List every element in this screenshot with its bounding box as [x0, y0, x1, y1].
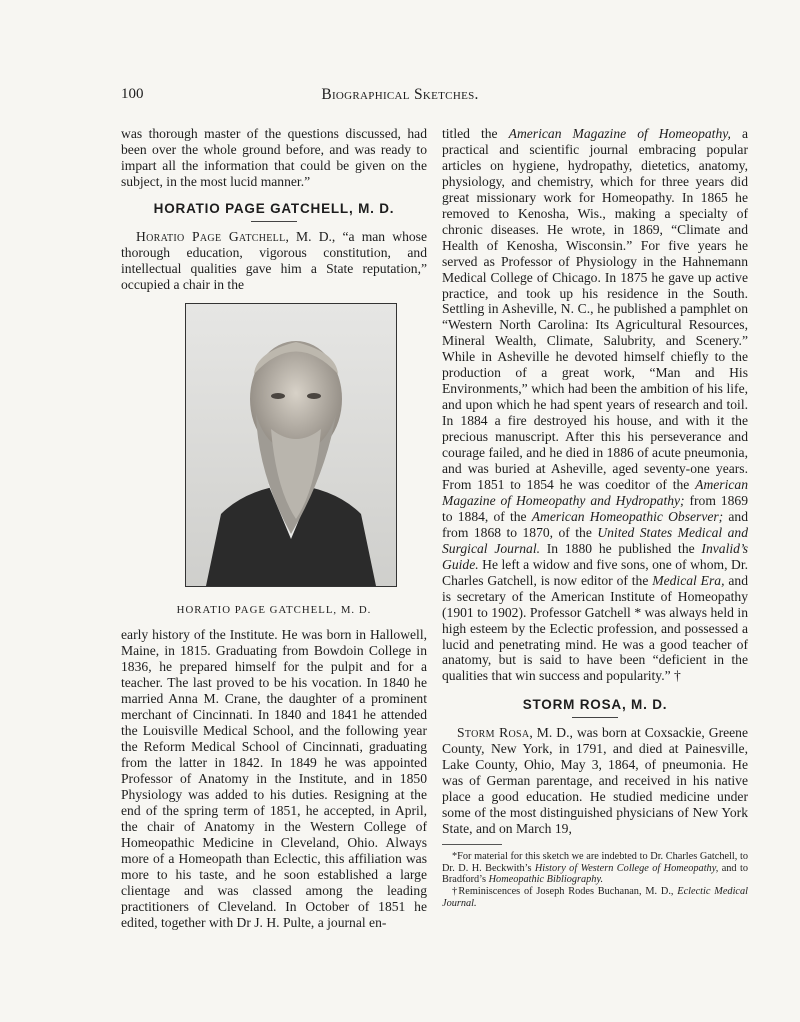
page-number: 100 — [121, 86, 144, 102]
book-title: Invalid’s Guide. — [442, 540, 748, 572]
paragraph: early history of the Institute. He was born in Hallowell, Maine, in 1815. Graduating from Bowdoin College in 1836, he prepared himself for the pulpit and for a teacher. The last proved to be his vocation. In 1840 he married Anna M. Crane, the daughter of a prominent merchant of Cincinnati. In 1840 and 1841 he attended the Louisville Medical School, and the following year the Reform Medical School of Cincinnati, graduating from the latter in 1842. In 1849 he was appointed Professor of Anatomy in the Institute, and in 1850 Physiology was added to his duties. Resigning at the end of the spring term of 1851, he accepted, in April, the chair of Anatomy in the Western College of Homeopathic Medicine in Cleveland, Ohio. Always more of a Homeopath than Eclectic, this affiliation was more to his taste, and he soon established a large clientage and was classed among the leading practitioners of Cleveland. In October of 1851 he edited, together with Dr J. H. Pulte, a journal en- — [121, 627, 427, 930]
portrait-figure — [176, 303, 395, 619]
footnote — [442, 886, 748, 909]
section-heading-rosa — [442, 697, 748, 718]
divider — [251, 221, 297, 222]
text-run: †Reminiscences of Joseph Rodes Buchanan, M. D., — [452, 886, 678, 898]
book-title: History of Western College of Homeopathy, — [534, 862, 719, 874]
journal-title: American Homeopathic Observer; — [531, 508, 724, 524]
paragraph-text: , M. D., was born at Coxsackie, Greene County, New York, in 1791, and died at Painesville, Lake County, Ohio, May 3, 1864, of pneumonia. He was of German parentage, and received in his native place a good education. He studied medicine under some of the most distinguished physicians of New York State, and on March 19, — [442, 725, 749, 837]
section-heading-gatchell — [121, 201, 427, 222]
page-header — [0, 86, 800, 116]
text-run: and to Bradford’s — [442, 862, 748, 886]
text-run: In 1880 he published the — [540, 540, 702, 556]
heading-text: STORM ROSA, M. D. — [522, 697, 668, 713]
subject-name: Storm Rosa — [457, 725, 530, 741]
paragraph — [121, 229, 427, 293]
text-run: and is secretary of the American Institute of Homeopathy (1901 to 1902). Professor Gatchell * was always held in high esteem by the Eclectic profession, and possessed a lucid and penetrating mind. He was a good teacher of anatomy, but is said to have been “deficient in the qualities that win success and popularity.” † — [442, 572, 748, 684]
text-run: *For material for this sketch we are indebted to Dr. Charles Gatchell, to Dr. D. H. Beckwith’s — [442, 850, 748, 874]
portrait-image — [185, 303, 397, 587]
book-title: Homeopathic Bibliography. — [488, 874, 604, 886]
text-run: He left a widow and five sons, one of whom, Dr. Charles Gatchell, is now editor of the — [442, 556, 748, 588]
text-run: titled the — [442, 126, 509, 141]
journal-title: American Magazine of Homeopathy and Hydropathy; — [442, 476, 748, 508]
text-run: from 1869 to 1884, of the — [442, 492, 748, 524]
journal-title: United States Medical and Surgical Journal. — [442, 524, 749, 556]
text-run: and from 1868 to 1870, of the — [442, 508, 748, 540]
paragraph — [442, 126, 748, 684]
journal-title: Eclectic Medical Journal. — [442, 886, 749, 909]
footnotes — [442, 851, 748, 910]
footnote — [442, 851, 748, 886]
paragraph: was thorough master of the questions discussed, had been over the whole ground before, and was ready to impart all the information that could be given on the subject, in the most lucid manner.” — [121, 126, 427, 189]
left-column — [121, 126, 427, 931]
paragraph-text: , M. D., “a man whose thorough education, vigorous constitution, and intellectual qualities gave him a State reputation,” occupied a chair in the — [121, 228, 427, 292]
paragraph — [442, 725, 748, 837]
right-column — [442, 126, 748, 910]
heading-text: HORATIO PAGE GATCHELL, M. D. — [153, 200, 395, 216]
footnote-divider — [442, 844, 502, 845]
running-title: Biographical Sketches. — [321, 86, 479, 103]
divider — [572, 717, 618, 718]
journal-title: Medical Era, — [652, 572, 725, 588]
figure-caption: HORATIO PAGE GATCHELL, M. D. — [176, 603, 372, 616]
journal-title: American Magazine of Homeopathy, — [508, 126, 731, 141]
subject-name: Horatio Page Gatchell — [136, 228, 286, 244]
text-run: a practical and scientific journal embracing popular articles on hygiene, hydropathy, dietetics, anatomy, physiology, and chemistry, which for three years did great missionary work for Homeopathy. In 1865 he removed to Kenosha, Wis., making a specialty of chronic diseases. He wrote, in 1869, “Climate and Health of Kenosha, Wisconsin.” For five years he served as Professor of Physiology in the Hahnemann Medical College of Chicago. In 1875 he gave up active practice, and took up his residence in the South. Settling in Asheville, N. C., he published a pamphlet on “Western North Carolina: Its Agricultural Resources, Mineral Wealth, Climate, Salubrity, and Scenery.” While in Asheville he devoted himself chiefly to the production of a great work, “Man and His Environments,” which had been the ambition of his life, and upon which he had spent years of research and toil. In 1884 a fire destroyed his house, and with it the precious manuscript. After this his perseverance and courage failed, and he died in 1886 of acute pneumonia, and was buried at Asheville, aged seventy-one years. From 1851 to 1854 he was coeditor of the — [442, 126, 748, 492]
